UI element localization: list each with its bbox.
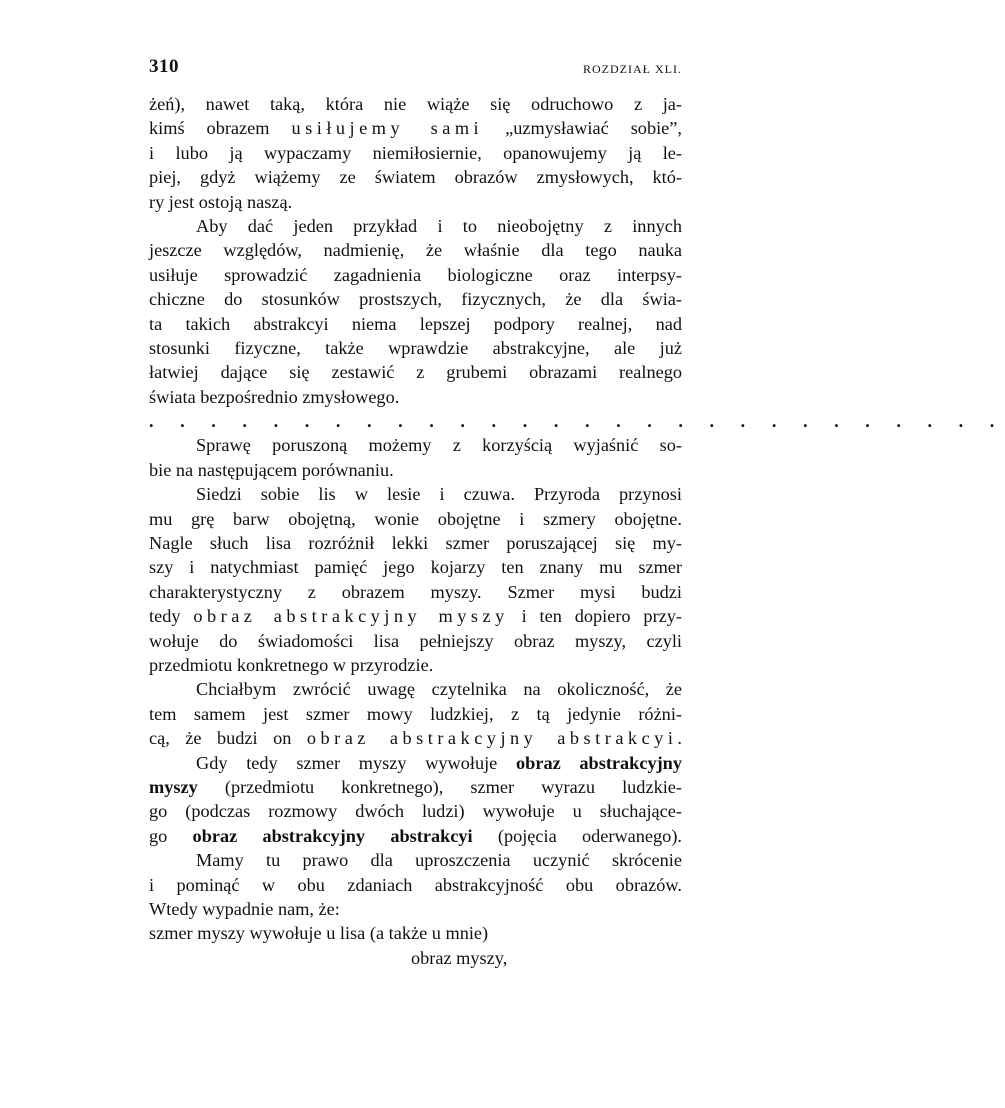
text-segment: kimś obrazem <box>149 118 292 139</box>
spaced-emphasis: obraz abstrakcyjny abstrakcyi <box>306 728 678 749</box>
text-line <box>149 824 682 848</box>
page-number: 310 <box>149 56 179 77</box>
text-line: Aby dać jeden przykład i to nieobojętny z innych <box>196 215 682 236</box>
text-line: Wtedy wypadnie nam, że: <box>149 898 340 919</box>
text-line: ta takich abstrakcyi niema lepszej podpory realnej, nad <box>149 313 682 334</box>
bold-emphasis: myszy <box>149 776 198 797</box>
text-line <box>149 726 682 750</box>
text-line: i pominąć w obu zdaniach abstrakcyjność obu obrazów. <box>149 874 682 895</box>
text-line: Mamy tu prawo dla uproszczenia uczynić skrócenie <box>196 850 682 871</box>
text-segment: cą, że budzi on <box>149 728 307 749</box>
ellipsis-separator: . . . . . . . . . . . . . . . . . . . . . . . . . . . . <box>149 411 1005 432</box>
text-line: go (podczas rozmowy dwóch ludzi) wywołuje u słuchające- <box>149 801 682 822</box>
text-line: mu grę barw obojętną, wonie obojętne i szmery obojętne. <box>149 508 682 529</box>
text-line: stosunki fizyczne, także wprawdzie abstrakcyjne, ale już <box>149 337 682 358</box>
text-segment: Gdy tedy szmer myszy wywołuje <box>196 752 517 773</box>
text-line: Sprawę poruszoną możemy z korzyścią wyjaśnić so- <box>196 435 682 456</box>
text-line: szmer myszy wywołuje u lisa (a także u mnie) <box>149 923 489 944</box>
text-line <box>149 751 682 775</box>
spaced-emphasis: obraz abstrakcyjny myszy <box>193 606 509 627</box>
bold-emphasis: obraz abstrakcyjny <box>516 752 682 773</box>
text-line: obraz myszy, <box>411 947 508 968</box>
text-line: chiczne do stosunków prostszych, fizycznych, że dla świa- <box>149 289 682 310</box>
text-line: i lubo ją wypaczamy niemiłosiernie, opanowujemy ją le- <box>149 142 682 163</box>
spaced-emphasis: usiłujemy sami <box>291 118 484 139</box>
text-line: Chciałbym zwrócić uwagę czytelnika na okoliczność, że <box>196 679 682 700</box>
text-line: charakterystyczny z obrazem myszy. Szmer mysi budzi <box>149 581 682 602</box>
running-head: ROZDZIAŁ XLI. <box>583 62 682 76</box>
text-line: przedmiotu konkretnego w przyrodzie. <box>149 654 434 675</box>
text-line: Siedzi sobie lis w lesie i czuwa. Przyroda przynosi <box>196 484 682 505</box>
body-text <box>149 92 1005 970</box>
text-segment: „uzmysławiać sobie”, <box>483 118 682 139</box>
text-line: łatwiej dające się zestawić z grubemi obrazami realnego <box>149 362 682 383</box>
bold-emphasis: obraz abstrakcyjny abstrakcyi <box>192 825 473 846</box>
text-line: szy i natychmiast pamięć jego kojarzy ten znany mu szmer <box>149 557 682 578</box>
text-line: wołuje do świadomości lisa pełniejszy obraz myszy, czyli <box>149 630 682 651</box>
text-segment: go <box>149 825 193 846</box>
text-segment: tedy <box>149 606 194 627</box>
text-segment: i ten dopiero przy- <box>508 606 682 627</box>
text-line: tem samem jest szmer mowy ludzkiej, z tą jedynie różni- <box>149 703 682 724</box>
text-line <box>149 775 682 799</box>
text-line: jeszcze względów, nadmienię, że właśnie dla tego nauka <box>149 240 682 261</box>
text-line: świata bezpośrednio zmysłowego. <box>149 386 400 407</box>
text-line: żeń), nawet taką, która nie wiąże się odruchowo z ja- <box>149 94 682 114</box>
text-segment: . <box>677 728 682 749</box>
text-line <box>149 604 682 628</box>
text-line <box>149 116 682 140</box>
text-segment: (przedmiotu konkretnego), szmer wyrazu ludzkie- <box>197 776 682 797</box>
text-line: usiłuje sprowadzić zagadnienia biologiczne oraz interpsy- <box>149 264 682 285</box>
text-segment: (pojęcia oderwanego). <box>472 825 682 846</box>
text-line: bie na następującem porównaniu. <box>149 459 394 480</box>
page-header <box>0 52 720 82</box>
text-line: ry jest ostoją naszą. <box>149 191 293 212</box>
text-line: piej, gdyż wiążemy ze światem obrazów zmysłowych, któ- <box>149 167 682 188</box>
text-line: Nagle słuch lisa rozróżnił lekki szmer poruszającej się my- <box>149 533 682 554</box>
